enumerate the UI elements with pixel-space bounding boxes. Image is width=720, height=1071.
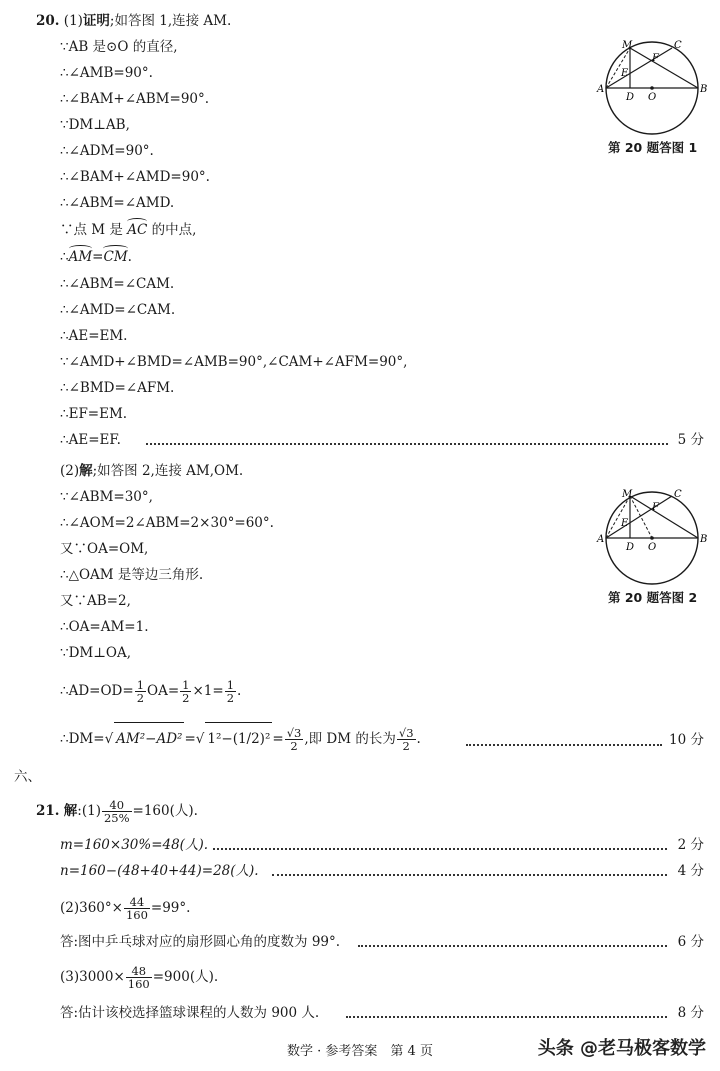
q21-p1-b: =160(人). xyxy=(132,803,198,819)
label-m: M xyxy=(622,40,633,51)
q20-p2-label: (2) xyxy=(60,463,80,479)
solution-line: 又∵AB=2, xyxy=(60,593,131,609)
label-f: F xyxy=(652,53,659,64)
ad-mid1: OA= xyxy=(147,683,180,699)
proof-line: ∴∠ADM=90°. xyxy=(60,143,154,159)
proof-line: ∴∠BAM+∠AMD=90°. xyxy=(60,169,210,185)
dm-text: ,即 DM 的长为 xyxy=(304,731,396,747)
frac-num: √3 xyxy=(398,726,414,740)
fraction-root3-over-2 xyxy=(285,727,304,752)
fraction-half xyxy=(180,679,191,704)
solution-line: ∴OA=AM=1. xyxy=(60,619,149,635)
label-d: D xyxy=(626,542,635,553)
arc-equal-line xyxy=(60,248,132,266)
q21-p3-a: (3)3000× xyxy=(60,969,125,985)
label-c: C xyxy=(674,489,682,500)
frac-den: 2 xyxy=(226,691,235,705)
label-e: E xyxy=(621,68,629,79)
sqrt-expr-1: AM²−AD² xyxy=(114,722,184,755)
midpoint-text: ∵点 M 是 xyxy=(60,222,123,238)
ad-end: . xyxy=(237,683,242,699)
label-b: B xyxy=(700,534,708,545)
frac-num: 40 xyxy=(102,799,132,812)
m-calc-line: m=160×30%=48(人). xyxy=(60,837,209,853)
fraction-48-over-160 xyxy=(126,965,152,990)
fraction-44-over-160 xyxy=(124,896,150,921)
q21-p1-a: :(1) xyxy=(77,803,101,819)
section-heading: 六、 xyxy=(14,769,41,785)
solution-line: ∵DM⊥OA, xyxy=(60,645,132,661)
score-4: 4 分 xyxy=(677,863,704,879)
q20-p2-intro: ;如答图 2,连接 AM,OM. xyxy=(92,463,244,479)
q21-bold: 解 xyxy=(63,803,78,819)
sqrt-expr-2: 1²−(1/2)² xyxy=(205,722,272,755)
score-leader-dots xyxy=(358,945,667,947)
q20-p2-bold: 解 xyxy=(79,463,93,479)
frac-den: 25% xyxy=(103,811,130,825)
score-leader-dots xyxy=(272,874,667,876)
proof-line: ∴∠AMB=90°. xyxy=(60,65,153,81)
score-8: 8 分 xyxy=(677,1005,704,1021)
score-leader-dots xyxy=(213,848,667,850)
figure-1-diagram xyxy=(594,36,710,136)
solution-line: ∴∠AOM=2∠ABM=2×30°=60°. xyxy=(60,515,274,531)
proof-line: ∵∠AMD+∠BMD=∠AMB=90°,∠CAM+∠AFM=90°, xyxy=(60,354,408,370)
proof-line: ∴AE=EM. xyxy=(60,328,128,344)
frac-num: 1 xyxy=(226,678,235,692)
period: . xyxy=(127,249,132,265)
q21-p2-line xyxy=(60,893,190,923)
frac-den: 160 xyxy=(125,908,148,922)
q21-p2-a: (2)360°× xyxy=(60,900,123,916)
label-a: A xyxy=(597,84,605,95)
proof-line: ∴EF=EM. xyxy=(60,406,128,422)
label-a: A xyxy=(597,534,605,545)
conclusion-line: ∴AE=EF. xyxy=(60,432,121,448)
solution-line: 又∵OA=OM, xyxy=(60,541,149,557)
frac-den: 2 xyxy=(182,691,190,705)
frac-num: 44 xyxy=(124,896,150,909)
dm-end: . xyxy=(416,731,421,747)
ad-prefix: ∴AD=OD= xyxy=(60,683,134,699)
frac-den: 2 xyxy=(136,691,145,705)
label-c: C xyxy=(674,40,682,51)
figure-2-caption: 第 20 题答图 2 xyxy=(608,590,698,605)
frac-den: 160 xyxy=(127,977,150,991)
therefore-symbol: ∴ xyxy=(60,249,69,265)
equals: = xyxy=(92,249,104,265)
proof-line: ∴∠BAM+∠ABM=90°. xyxy=(60,91,210,107)
label-e: E xyxy=(621,518,629,529)
label-d: D xyxy=(626,92,635,103)
frac-num: √3 xyxy=(286,726,302,740)
solution-line: ∵∠ABM=30°, xyxy=(60,489,153,505)
score-leader-dots xyxy=(346,1016,667,1018)
figure-2-diagram xyxy=(594,488,710,588)
dm-eq: = xyxy=(184,731,196,747)
q21-p3-b: =900(人). xyxy=(152,969,219,985)
answer-2-line: 答:图中乒乓球对应的扇形圆心角的度数为 99°. xyxy=(60,934,341,950)
figure-1-caption: 第 20 题答图 1 xyxy=(608,140,698,155)
score-5: 5 分 xyxy=(677,432,704,448)
label-f: F xyxy=(652,502,659,513)
fraction-half xyxy=(135,679,146,704)
fraction-40-over-25 xyxy=(102,799,132,824)
score-6: 6 分 xyxy=(677,934,704,950)
q20-part2-header xyxy=(60,462,243,480)
frac-den: 2 xyxy=(402,739,410,753)
ad-mid2: ×1= xyxy=(192,683,224,699)
q20-header xyxy=(36,12,231,30)
q21-header xyxy=(36,796,198,826)
proof-line: ∴∠AMD=∠CAM. xyxy=(60,302,176,318)
n-calc-line: n=160−(48+40+44)=28(人). xyxy=(60,863,259,879)
watermark: 头条 @老马极客数学 xyxy=(537,1038,706,1059)
q21-p3-line xyxy=(60,962,218,992)
dm-eq2: = xyxy=(272,731,284,747)
proof-line: ∴∠ABM=∠CAM. xyxy=(60,276,175,292)
q21-p2-b: =99°. xyxy=(150,900,191,916)
q20-number: 20. xyxy=(36,13,60,29)
ad-od-line xyxy=(60,676,241,706)
frac-num: 1 xyxy=(182,678,190,692)
frac-num: 48 xyxy=(126,965,152,978)
solution-line: ∴△OAM 是等边三角形. xyxy=(60,567,204,583)
fraction-root3-over-2 xyxy=(397,727,416,752)
proof-line: ∴∠BMD=∠AFM. xyxy=(60,380,175,396)
dm-line: ∴DM=√ AM²−AD² =√ 1²−(1/2)² = $\frac{√3}{2}$ ,即 DM 的长为 $\frac{√3}{2}$ . xyxy=(60,722,421,755)
page-footer: 数学 · 参考答案 第 4 页 xyxy=(287,1044,433,1059)
q21-number: 21. xyxy=(36,803,60,819)
midpoint-line xyxy=(60,221,196,239)
fraction-half xyxy=(225,679,236,704)
score-leader-dots xyxy=(466,744,662,746)
label-o: O xyxy=(648,92,657,103)
q20-p1-intro: ;如答图 1,连接 AM. xyxy=(109,13,232,29)
dm-prefix: ∴DM= xyxy=(60,731,105,747)
arc-am: AM xyxy=(68,249,93,265)
midpoint-text-end: 的中点, xyxy=(151,222,197,238)
q20-p1-bold: 证明 xyxy=(82,13,110,29)
proof-line: ∵AB 是⊙O 的直径, xyxy=(60,39,178,55)
answer-3-line: 答:估计该校选择篮球课程的人数为 900 人. xyxy=(60,1005,320,1021)
score-10: 10 分 xyxy=(669,732,704,748)
frac-den: 2 xyxy=(290,739,298,753)
score-2: 2 分 xyxy=(677,837,704,853)
label-b: B xyxy=(700,84,708,95)
arc-ac: AC xyxy=(127,222,148,238)
label-o: O xyxy=(648,542,657,553)
proof-line: ∵DM⊥AB, xyxy=(60,117,130,133)
q20-p1-label: (1) xyxy=(63,13,83,29)
label-m: M xyxy=(622,489,633,500)
frac-num: 1 xyxy=(136,678,145,692)
score-leader-dots xyxy=(146,443,668,445)
proof-line: ∴∠ABM=∠AMD. xyxy=(60,195,175,211)
arc-cm: CM xyxy=(103,249,128,265)
